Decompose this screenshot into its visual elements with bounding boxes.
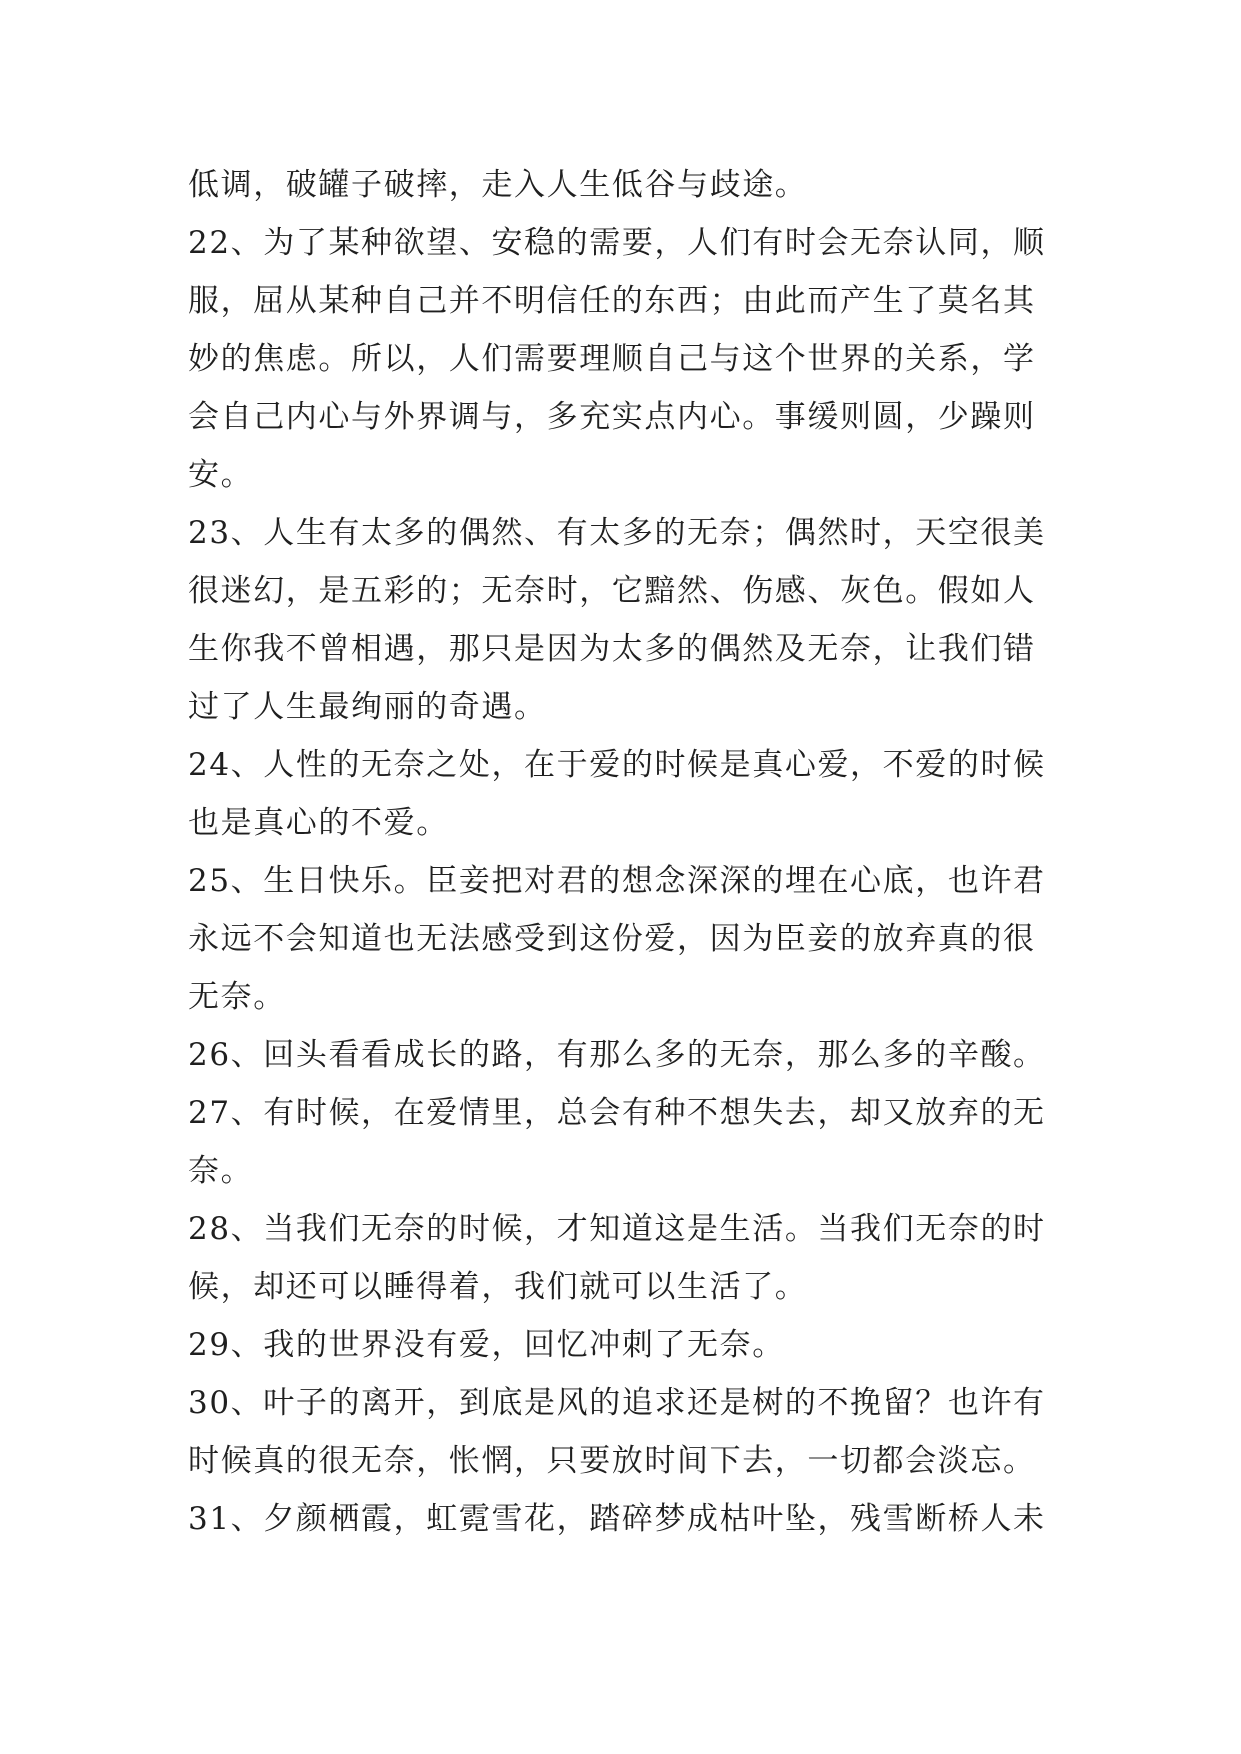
text-line: 30、叶子的离开，到底是风的追求还是树的不挽留？也许有 [188, 1385, 1046, 1421]
text-line: 会自己内心与外界调与，多充实点内心。事缓则圆，少躁则 [188, 399, 1036, 435]
text-line: 24、人性的无奈之处，在于爱的时候是真心爱，不爱的时候 [188, 747, 1046, 783]
text-line: 安。 [188, 457, 254, 493]
text-line: 时候真的很无奈，怅惘，只要放时间下去，一切都会淡忘。 [188, 1443, 1036, 1479]
text-line: 候，却还可以睡得着，我们就可以生活了。 [188, 1269, 808, 1305]
text-line: 27、有时候，在爱情里，总会有种不想失去，却又放弃的无 [188, 1095, 1046, 1131]
text-line: 31、夕颜栖霞，虹霓雪花，踏碎梦成枯叶坠，残雪断桥人未 [188, 1501, 1046, 1537]
text-line: 26、回头看看成长的路，有那么多的无奈，那么多的辛酸。 [188, 1037, 1046, 1073]
text-line: 22、为了某种欲望、安稳的需要，人们有时会无奈认同，顺 [188, 225, 1046, 261]
text-line: 奈。 [188, 1153, 254, 1189]
text-line: 永远不会知道也无法感受到这份爱，因为臣妾的放弃真的很 [188, 921, 1036, 957]
text-line: 很迷幻，是五彩的；无奈时，它黯然、伤感、灰色。假如人 [188, 573, 1036, 609]
text-line: 也是真心的不爱。 [188, 805, 449, 841]
text-line: 低调，破罐子破摔，走入人生低谷与歧途。 [188, 167, 808, 203]
text-line: 29、我的世界没有爱，回忆冲刺了无奈。 [188, 1327, 785, 1363]
document-body [188, 156, 1088, 1548]
text-line: 生你我不曾相遇，那只是因为太多的偶然及无奈，让我们错 [188, 631, 1036, 667]
text-line: 过了人生最绚丽的奇遇。 [188, 689, 547, 725]
text-line: 25、生日快乐。臣妾把对君的想念深深的埋在心底，也许君 [188, 863, 1046, 899]
text-line: 妙的焦虑。所以，人们需要理顺自己与这个世界的关系，学 [188, 341, 1036, 377]
text-line: 服，屈从某种自己并不明信任的东西；由此而产生了莫名其 [188, 283, 1036, 319]
text-line: 28、当我们无奈的时候，才知道这是生活。当我们无奈的时 [188, 1211, 1046, 1247]
text-line: 23、人生有太多的偶然、有太多的无奈；偶然时，天空很美 [188, 515, 1046, 551]
text-line: 无奈。 [188, 979, 286, 1015]
